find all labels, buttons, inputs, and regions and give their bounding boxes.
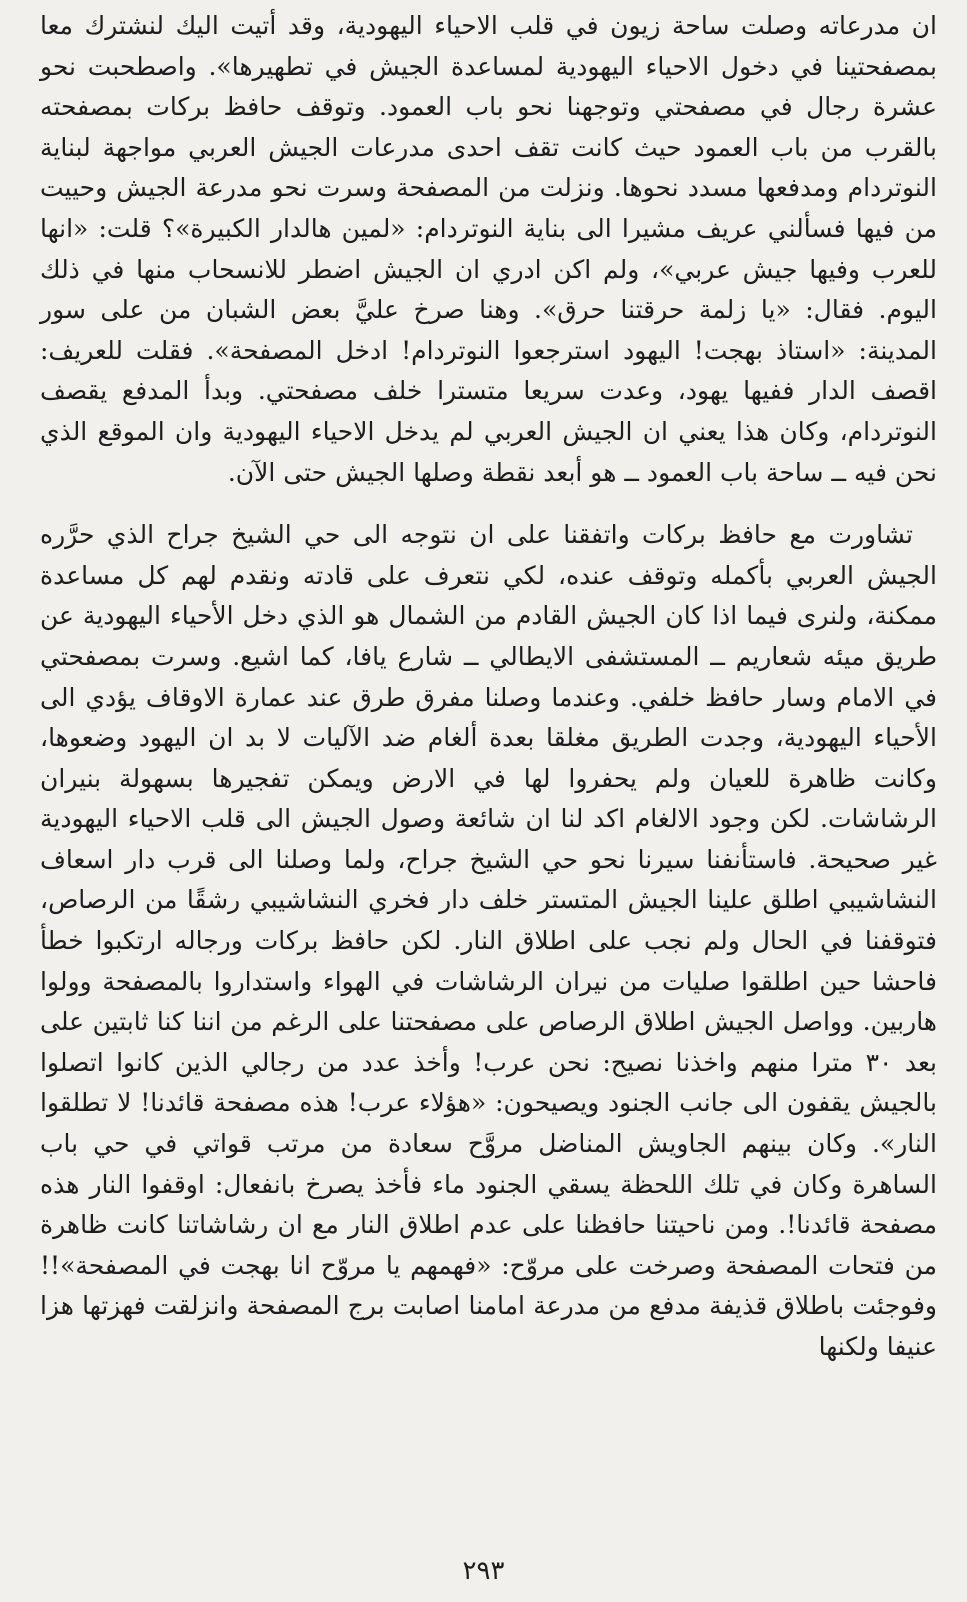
paragraph-2: تشاورت مع حافظ بركات واتفقنا على ان نتوجه الى حي الشيخ جراح الذي حرَّره الجيش العربي بأكمله وتوقف عنده، لكي نتعرف على قادته ونقدم لهم كل مساعدة ممكنة، ولنرى فيما اذا كان الجيش القادم من الشمال هو الذي دخل الأحياء اليهودية عن طريق ميئه شعاريم ــ المستشفى الايطالي ــ شارع يافا، كما اشيع. وسرت بمصفحتي في الامام وسار حافظ خلفي. وعندما وصلنا مفرق طرق عند عمارة الاوقاف يؤدي الى الأحياء اليهودية، وجدت الطريق مغلقا بعدة ألغام ضد الآليات لا بد ان اليهود وضعوها، وكانت ظاهرة للعيان ولم يحفروا لها في الارض ويمكن تفجيرها بسهولة بنيران الرشاشات. لكن وجود الالغام اكد لنا ان شائعة وصول الجيش الى قلب الاحياء اليهودية غير صحيحة. فاستأنفنا سيرنا نحو حي الشيخ جراح، ولما وصلنا الى قرب دار اسعاف النشاشيبي اطلق علينا الجيش المتستر خلف دار فخري النشاشيبي رشقًا من الرصاص، فتوقفنا في الحال ولم نجب على اطلاق النار. لكن حافظ بركات ورجاله ارتكبوا خطأ فاحشا حين اطلقوا صليات من نيران الرشاشات في الهواء واستداروا بالمصفحة وولوا هاربين. وواصل الجيش اطلاق الرصاص على مصفحتنا على الرغم من اننا كنا ثابتين على بعد ٣٠ مترا منهم واخذنا نصيح: نحن عرب! وأخذ عدد من رجالي الذين كانوا اتصلوا بالجيش يقفون الى جانب الجنود ويصيحون: «هؤلاء عرب! هذه مصفحة قائدنا! لا تطلقوا النار». وكان بينهم الجاويش المناضل مروَّح سعادة من مرتب قواتي في حي باب الساهرة وكان في تلك اللحظة يسقي الجنود ماء فأخذ يصرخ بانفعال: اوقفوا النار هذه مصفحة قائدنا!. ومن ناحيتنا حافظنا على عدم اطلاق النار مع ان رشاشاتنا كانت ظاهرة من فتحات المصفحة وصرخت على مروّح: «فهمهم يا مروّح انا بهجت في المصفحة»!! وفوجئت باطلاق قذيفة مدفع من مدرعة امامنا اصابت برج المصفحة وانزلقت فهزتها هزا عنيفا ولكنها xyxy=(40,520,937,1361)
paragraph-1: ان مدرعاته وصلت ساحة زيون في قلب الاحياء اليهودية، وقد أتيت اليك لنشترك معا بمصفحتينا في دخول الاحياء اليهودية لمساعدة الجيش في تطهيرها». واصطحبت نحو عشرة رجال في مصفحتي وتوجهنا نحو باب العمود. وتوقف حافظ بركات بمصفحته بالقرب من باب العمود حيث كانت تقف احدى مدرعات الجيش العربي مواجهة لبناية النوتردام ومدفعها مسدد نحوها. ونزلت من المصفحة وسرت نحو مدرعة الجيش وحييت من فيها فسألني عريف مشيرا الى بناية النوتردام: «لمين هالدار الكبيرة»؟ قلت: «انها للعرب وفيها جيش عربي»، ولم اكن ادري ان الجيش اضطر للانسحاب منها في ذلك اليوم. فقال: «يا زلمة حرقتنا حرق». وهنا صرخ عليَّ بعض الشبان من على سور المدينة: «استاذ بهجت! اليهود استرجعوا النوتردام! ادخل المصفحة». فقلت للعريف: اقصف الدار ففيها يهود، وعدت سريعا متسترا خلف مصفحتي. وبدأ المدفع يقصف النوتردام، وكان هذا يعني ان الجيش العربي لم يدخل الاحياء اليهودية وان الموقع الذي نحن فيه ــ ساحة باب العمود ــ هو أبعد نقطة وصلها الجيش حتى الآن. xyxy=(40,11,937,487)
page-number: ٢٩٣ xyxy=(462,1556,505,1586)
